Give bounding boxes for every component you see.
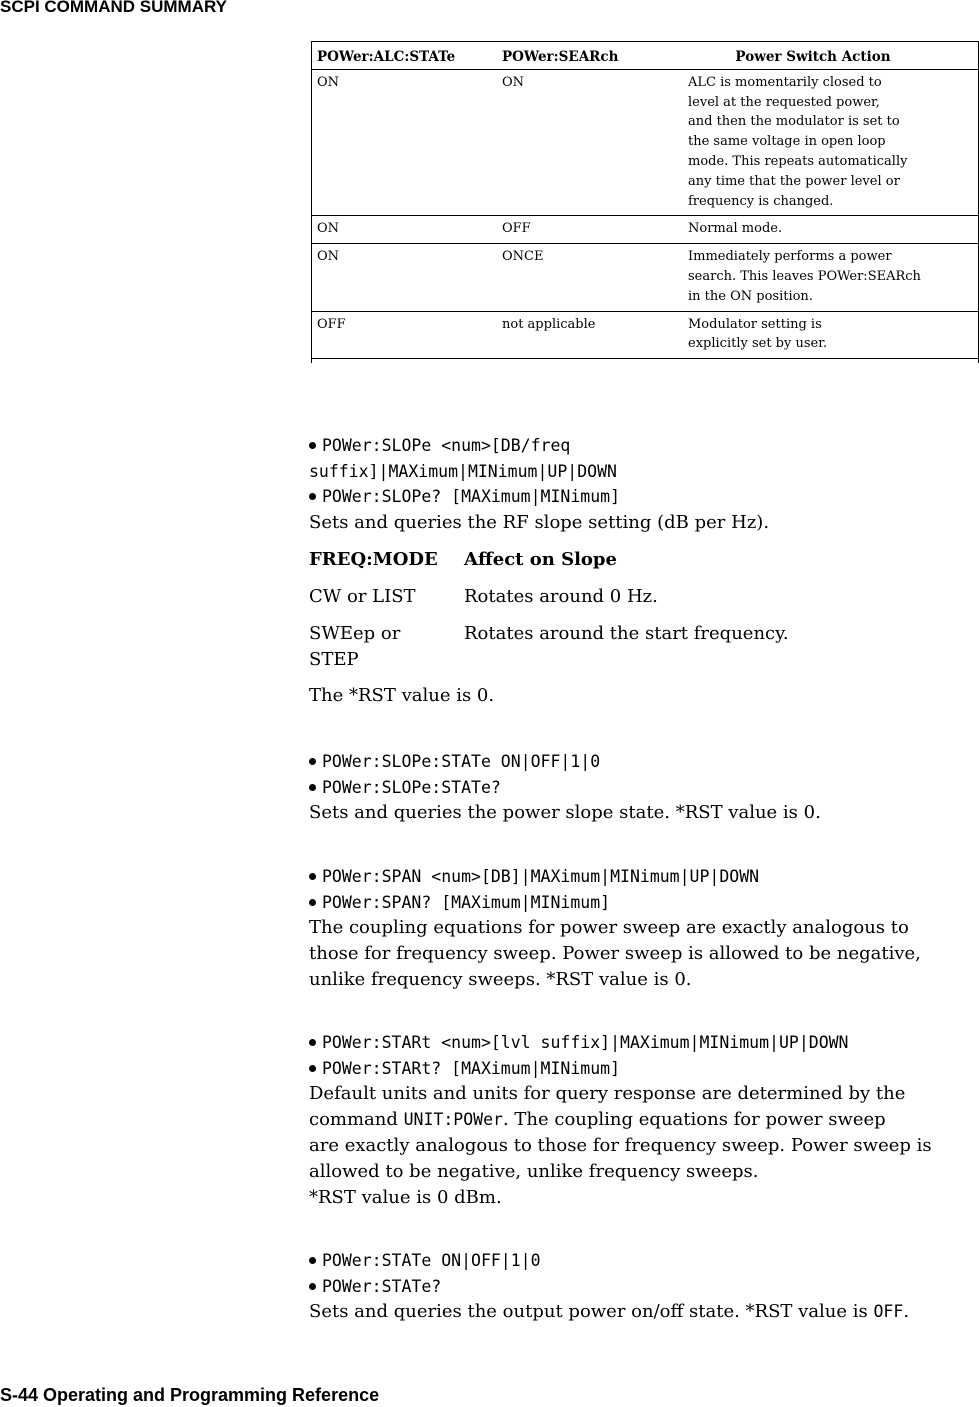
bullet-icon	[309, 758, 316, 765]
description-line: Default units and units for query response are determined by the	[309, 1083, 906, 1104]
slope-state-section	[309, 749, 969, 826]
command-line	[309, 1274, 969, 1300]
bullet-icon	[309, 784, 316, 791]
command-line	[309, 749, 969, 775]
table-cell: SWEep or STEP	[309, 622, 401, 670]
command-text: POWer:SLOPe <num>[DB/freq	[322, 436, 571, 455]
text-span: command	[309, 1109, 404, 1130]
column-header: Affect on Slope	[464, 548, 617, 570]
inline-code: UNIT:POWer	[403, 1110, 503, 1129]
description-line	[309, 1107, 969, 1133]
bullet-icon	[309, 442, 316, 449]
description	[309, 1299, 969, 1325]
table-cell: Immediately performs a power search. This leaves POWer:SEARch in the ON position.	[688, 244, 978, 311]
bullet-icon	[309, 1257, 316, 1264]
slope-section	[309, 433, 969, 709]
description-line: allowed to be negative, unlike frequency sweeps.	[309, 1161, 759, 1182]
span-section	[309, 864, 969, 993]
command-text: POWer:STATe?	[322, 1276, 442, 1296]
table-header-row	[311, 42, 978, 70]
bullet-icon	[309, 899, 316, 906]
table-cell: ON	[502, 69, 688, 216]
command-line	[309, 484, 969, 510]
page-header: SCPI COMMAND SUMMARY	[0, 0, 227, 16]
command-line	[309, 890, 969, 916]
column-header: POWer:SEARch	[502, 42, 688, 70]
table-row	[309, 584, 789, 621]
bullet-icon	[309, 1283, 316, 1290]
table-cell: OFF	[311, 311, 502, 359]
description-line: unlike frequency sweeps. *RST value is 0.	[309, 969, 692, 990]
table-header-row	[309, 547, 789, 584]
command-line	[309, 1248, 969, 1274]
page-footer: S-44 Operating and Programming Reference	[0, 1385, 380, 1405]
power-switch-table	[311, 41, 978, 359]
command-line	[309, 864, 969, 890]
command-text: POWer:SLOPe:STATe?	[322, 777, 501, 797]
table-cell: ALC is momentarily closed to level at the requested power, and then the modulator is set to the same voltage in open loop mode. This repeats automatically any time that the power level or frequency is changed.	[688, 69, 978, 216]
table-cell: Modulator setting is explicitly set by user.	[688, 311, 978, 359]
bullet-icon	[309, 873, 316, 880]
table-row	[311, 69, 978, 216]
description-line: *RST value is 0 dBm.	[309, 1187, 502, 1208]
table-cell: ON	[311, 69, 502, 216]
bullet-icon	[309, 493, 316, 500]
rst-value: The *RST value is 0.	[309, 684, 495, 706]
command-text: POWer:STATe ON|OFF|1|0	[322, 1251, 541, 1270]
description-line: are exactly analogous to those for frequency sweep. Power sweep is	[309, 1135, 932, 1156]
bullet-icon	[309, 1039, 316, 1046]
column-header: FREQ:MODE	[309, 548, 438, 570]
column-header: POWer:ALC:STATe	[311, 42, 502, 70]
command-line	[309, 775, 969, 801]
command-text: POWer:STARt <num>[lvl suffix]|MAXimum|MINimum|UP|DOWN	[322, 1033, 849, 1052]
table-row	[311, 244, 978, 311]
description: Sets and queries the power slope state. *RST value is 0.	[309, 802, 821, 823]
description-line: The coupling equations for power sweep are exactly analogous to	[309, 917, 909, 938]
command-text: POWer:SLOPe:STATe ON|OFF|1|0	[322, 752, 601, 771]
command-text: POWer:STARt? [MAXimum|MINimum]	[322, 1058, 621, 1078]
table-row	[311, 311, 978, 359]
start-section	[309, 1030, 969, 1211]
text-span: .	[903, 1301, 910, 1322]
table-cell: Rotates around the start frequency.	[464, 622, 789, 644]
command-line	[309, 433, 969, 459]
description: Sets and queries the RF slope setting (dB per Hz).	[309, 511, 770, 533]
bullet-icon	[309, 1065, 316, 1072]
command-text: POWer:SPAN? [MAXimum|MINimum]	[322, 892, 611, 912]
table-cell: Rotates around 0 Hz.	[464, 585, 658, 607]
command-line	[309, 1056, 969, 1082]
command-text: suffix]|MAXimum|MINimum|UP|DOWN	[309, 461, 617, 481]
table-cell: ON	[311, 244, 502, 311]
text-span: Sets and queries the output power on/off state. *RST value is	[309, 1301, 874, 1322]
mode-table	[309, 547, 789, 684]
description-line: those for frequency sweep. Power sweep is allowed to be negative,	[309, 943, 921, 964]
command-line	[309, 1030, 969, 1056]
table-cell: Normal mode.	[688, 216, 978, 244]
text-span: . The coupling equations for power sweep	[502, 1109, 886, 1130]
inline-code: OFF	[873, 1302, 904, 1321]
table-cell: ONCE	[502, 244, 688, 311]
table-row	[309, 621, 789, 684]
table-cell: OFF	[502, 216, 688, 244]
table-cell: CW or LIST	[309, 585, 416, 607]
state-section	[309, 1248, 969, 1325]
table-cell: ON	[311, 216, 502, 244]
table-cell: not applicable	[502, 311, 688, 359]
command-text: POWer:SLOPe? [MAXimum|MINimum]	[322, 487, 621, 506]
table-row	[311, 216, 978, 244]
command-text: POWer:SPAN <num>[DB]|MAXimum|MINimum|UP|DOWN	[322, 867, 760, 886]
column-header: Power Switch Action	[688, 42, 978, 70]
